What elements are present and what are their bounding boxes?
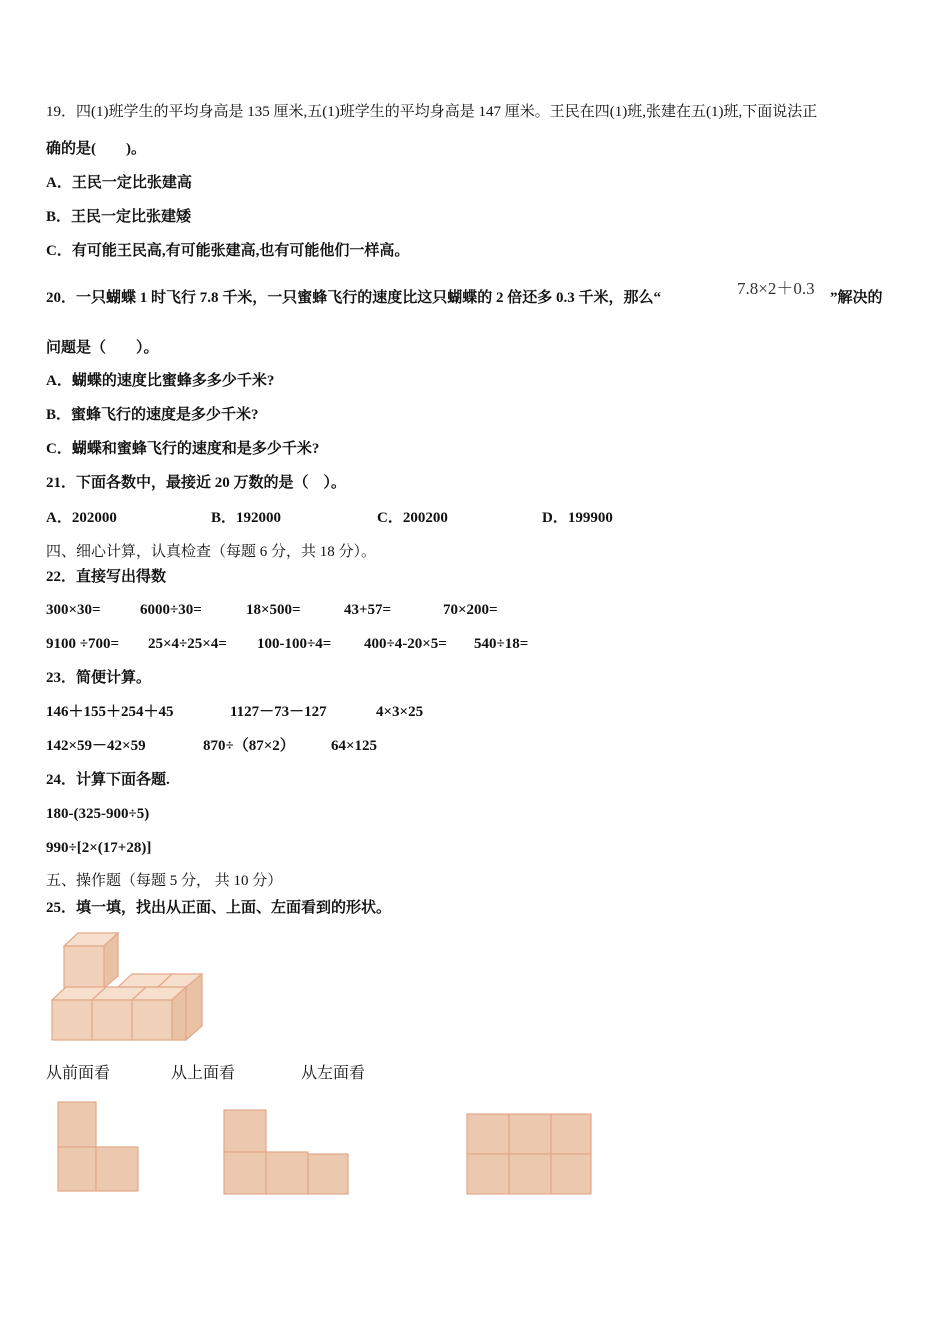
q21-option-a: A．202000 [46,510,117,526]
view-label-left: 从左面看 [301,1065,366,1082]
q21-option-c: C．200200 [377,510,448,526]
q22-r2-c1: 9100 ÷700= [46,636,120,652]
q23-r2-c1: 142×59－42×59 [46,738,146,754]
cube-stack-figure [48,930,218,1045]
q23-r1-c2: 1127－73－127 [230,704,327,720]
q20-option-b: B．蜜蜂飞行的速度是多少千米? [46,407,259,423]
q22-r1-c1: 300×30= [46,602,101,618]
q21-option-d: D．199900 [542,510,613,526]
q23-r1-c1: 146＋155＋254＋45 [46,704,174,720]
view-shape-2 [222,1108,357,1200]
q19-option-c: C．有可能王民高,有可能张建高,也有可能他们一样高。 [46,243,410,259]
q20-stem-line2: 问题是（ ）。 [46,340,159,356]
q19-option-a: A．王民一定比张建高 [46,175,192,191]
q22-r2-c4: 400÷4-20×5= [364,636,447,652]
q22-r2-c2: 25×4÷25×4= [148,636,227,652]
view-shape-1 [56,1100,146,1196]
view-label-top: 从上面看 [171,1065,236,1082]
section-5-heading: 五、操作题（每题 5 分， 共 10 分） [46,873,283,889]
q22-r2-c3: 100-100÷4= [257,636,332,652]
q23-title: 23．简便计算。 [46,670,152,686]
q23-r1-c3: 4×3×25 [376,704,424,720]
q20-option-a: A．蝴蝶的速度比蜜蜂多多少千米? [46,373,275,389]
q24-title: 24．计算下面各题. [46,772,170,788]
q22-r2-c5: 540÷18= [474,636,529,652]
q24-item-2: 990÷[2×(17+28)] [46,840,152,856]
q22-r1-c5: 70×200= [443,602,498,618]
q25-title: 25．填一填，找出从正面、上面、左面看到的形状。 [46,900,392,916]
q21-option-b: B．192000 [211,510,282,526]
q20-option-c: C．蝴蝶和蜜蜂飞行的速度和是多少千米? [46,441,320,457]
view-label-front: 从前面看 [46,1065,111,1082]
q19-option-b: B．王民一定比张建矮 [46,209,192,225]
q22-r1-c4: 43+57= [344,602,392,618]
view-shape-3 [465,1112,597,1198]
q19-stem-line1: 19．四(1)班学生的平均身高是 135 厘米,五(1)班学生的平均身高是 147 厘米。王民在四(1)班,张建在五(1)班,下面说法正 [46,104,818,120]
q22-r1-c2: 6000÷30= [140,602,202,618]
q20-stem-line1: 20．一只蝴蝶 1 时飞行 7.8 千米，一只蜜蜂飞行的速度比这只蝴蝶的 2 倍还多 0.3 千米，那么“ [46,290,662,306]
q20-formula: 7.8×2＋0.3 [737,279,815,298]
q23-r2-c2: 870÷（87×2） [203,738,295,754]
q24-item-1: 180-(325-900÷5) [46,806,150,822]
q23-r2-c3: 64×125 [331,738,378,754]
q20-stem-line1-end: ”解决的 [830,290,883,306]
q21-stem: 21．下面各数中，最接近 20 万数的是（ ）。 [46,475,347,491]
q22-r1-c3: 18×500= [246,602,301,618]
q22-title: 22．直接写出得数 [46,569,167,585]
q19-stem-line2: 确的是( )。 [46,141,146,157]
section-4-heading: 四、细心计算，认真检查（每题 6 分，共 18 分）。 [46,544,377,560]
